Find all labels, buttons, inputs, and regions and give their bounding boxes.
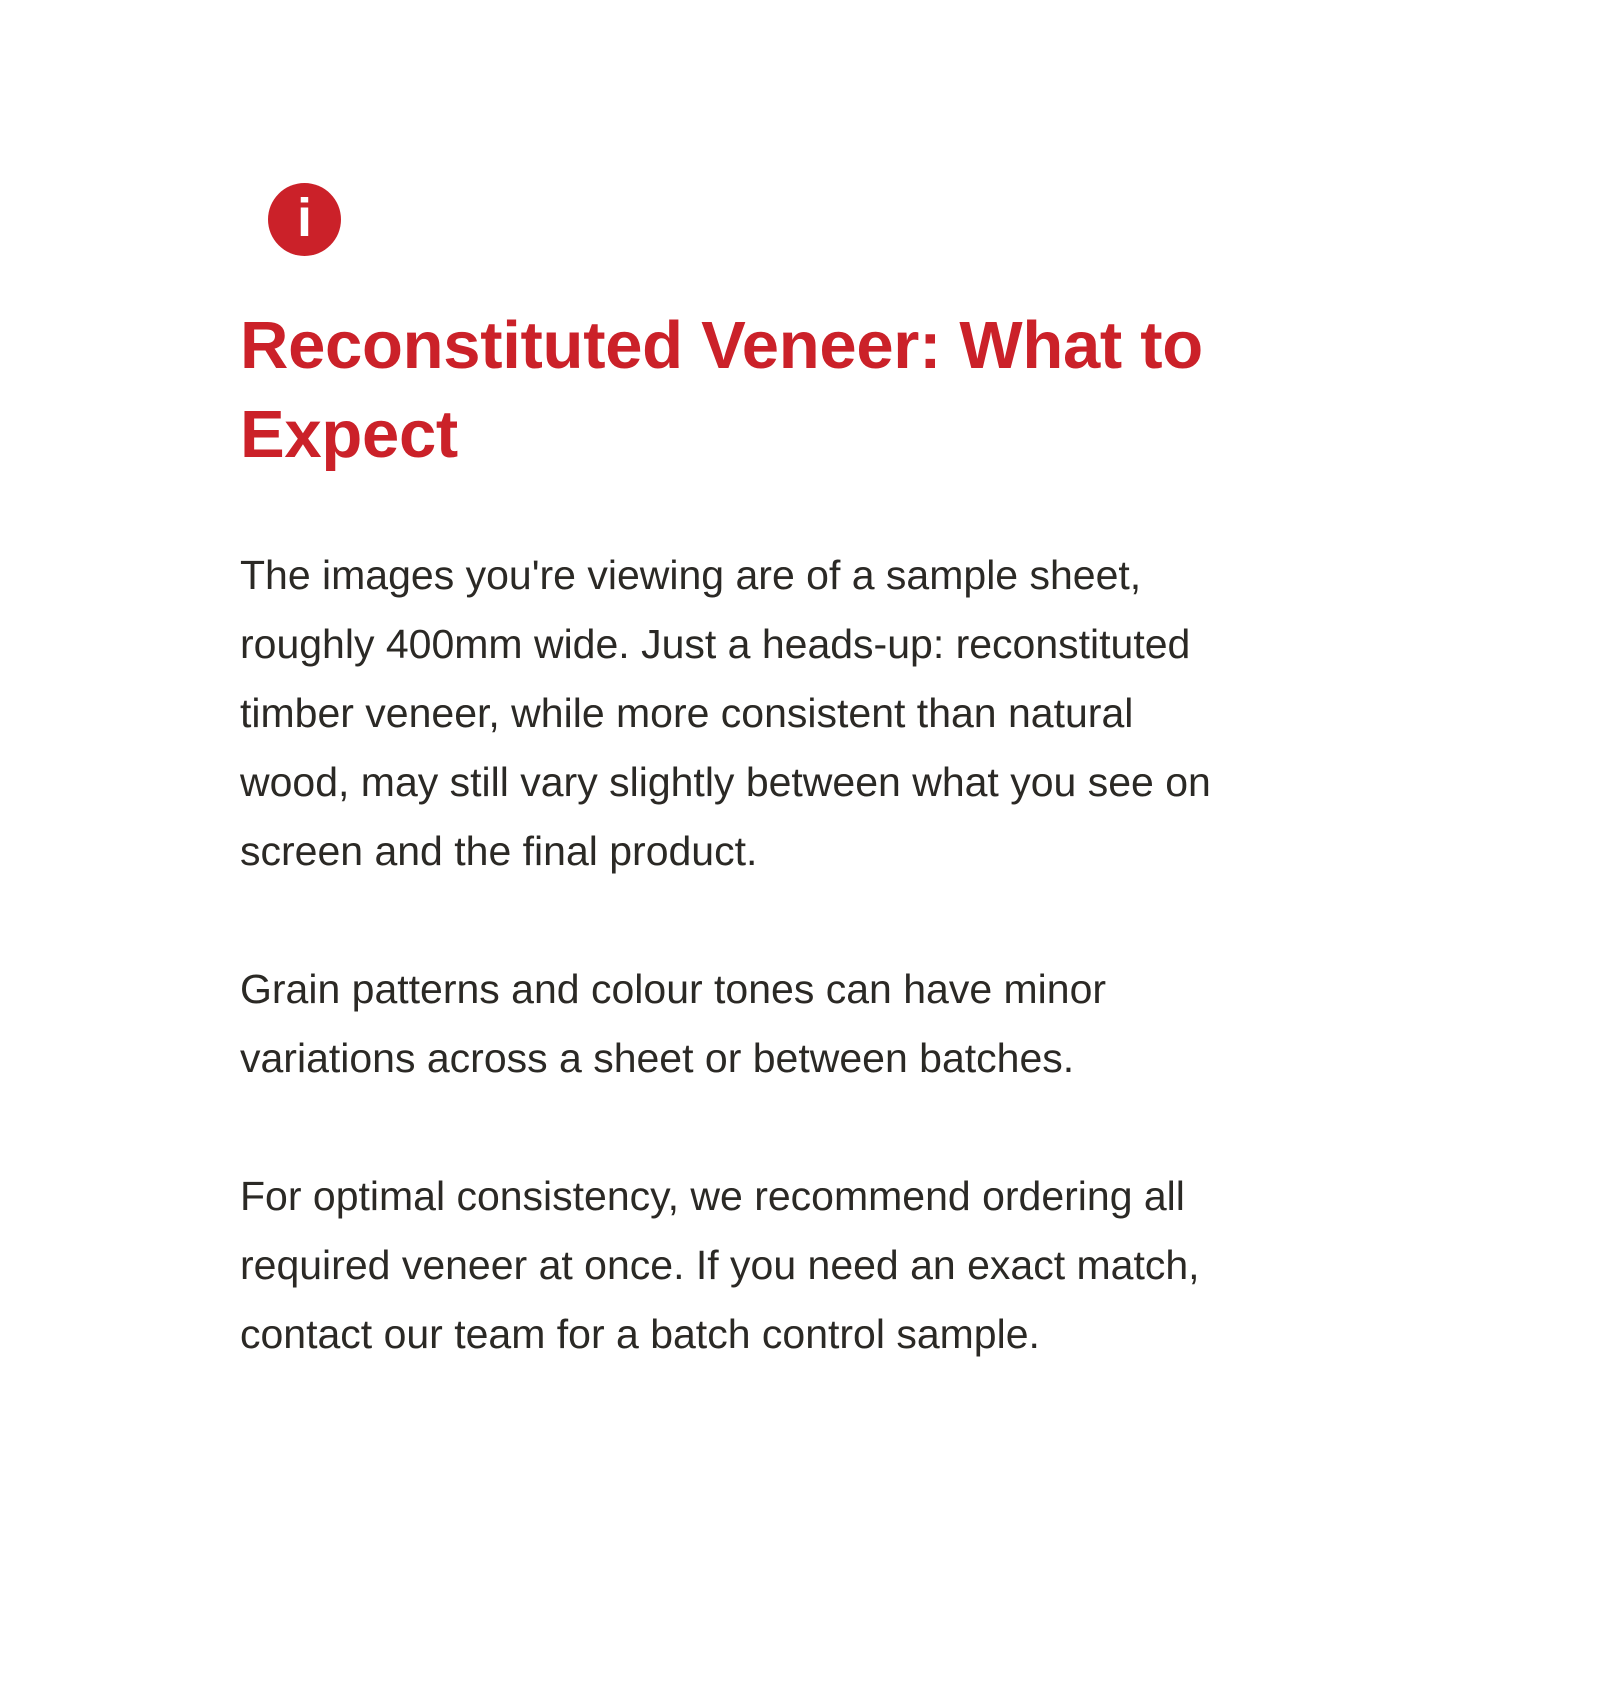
info-icon-glyph: i xyxy=(296,188,312,248)
section-heading: Reconstituted Veneer: What to Expect xyxy=(240,308,1203,472)
info-content-column xyxy=(240,183,1230,1369)
paragraph-sample-sheet: The images you're viewing are of a sample sheet, roughly 400mm wide. Just a heads-up: reconstituted timber veneer, while more consistent than natural wood, may still vary slightly between what you see on screen and the final product. xyxy=(240,552,1211,874)
info-icon xyxy=(268,183,341,256)
paragraph-ordering-recommendation: For optimal consistency, we recommend ordering all required veneer at once. If you need an exact match, contact our team for a batch control sample. xyxy=(240,1173,1200,1357)
paragraph-grain-variations: Grain patterns and colour tones can have minor variations across a sheet or between batches. xyxy=(240,966,1107,1081)
